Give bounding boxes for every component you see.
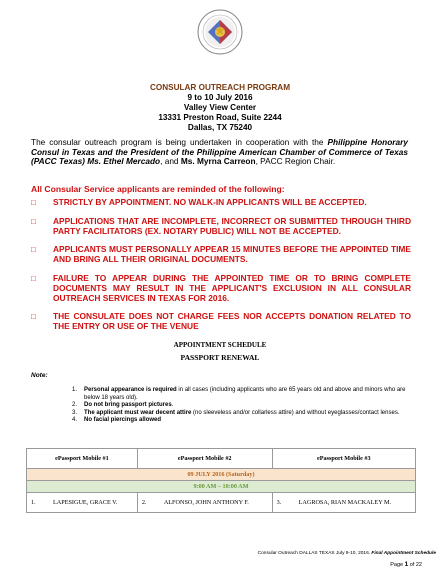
note-number: 2.	[72, 402, 78, 409]
program-address: 13331 Preston Road, Suite 2244	[158, 113, 282, 122]
consulate-seal-icon	[196, 8, 244, 56]
note-item	[72, 387, 412, 402]
rule-item	[31, 244, 411, 264]
page-of: of	[408, 562, 416, 568]
time-row	[27, 481, 416, 493]
footer-bold: Final Appointment Schedule	[371, 551, 436, 556]
appointment-cell	[272, 493, 415, 513]
note-bold: Personal appearance is required	[84, 387, 177, 393]
page-current: 1	[404, 561, 409, 568]
program-city: Dallas, TX 75240	[187, 123, 253, 132]
table-row	[27, 493, 416, 513]
intro-text-2: , and	[160, 156, 181, 167]
notes-list	[72, 387, 412, 425]
column-header: ePassport Mobile #2	[137, 449, 272, 469]
rule-text: THE CONSULATE DOES NOT CHARGE FEES NOR ACCEPTS DONATION RELATED TO THE ENTRY OR USE OF THE VENUE	[53, 311, 411, 331]
appointment-cell	[137, 493, 272, 513]
note-number: 4.	[72, 417, 78, 424]
program-header	[0, 83, 440, 133]
time-cell: 9:00 AM – 10:00 AM	[27, 481, 416, 493]
intro-paragraph	[31, 138, 408, 167]
note-bold: No facial piercings allowed	[84, 417, 162, 424]
checkbox-bullet-icon: □	[31, 217, 36, 226]
note-bold: Do not bring passport pictures	[84, 402, 172, 409]
page-total: 22	[415, 562, 422, 568]
page-number	[390, 561, 422, 568]
note-label: Note:	[31, 372, 48, 379]
program-dates: 9 to 10 July 2016	[187, 93, 253, 102]
intro-bold-2: Ms. Myrna Carreon	[180, 156, 256, 167]
slot-number: 2.	[141, 499, 147, 506]
note-rest: (no sleeveless and/or collarless attire) and without eyeglasses/contact lenses.	[191, 409, 400, 416]
date-cell: 09 JULY 2016 (Saturday)	[27, 469, 416, 481]
applicant-name: ALFONSO, JOHN ANTHONY F.	[163, 499, 249, 506]
rule-text: APPLICANTS MUST PERSONALLY APPEAR 15 MINUTES BEFORE THE APPOINTED TIME AND BRING ALL THEIR ORIGINAL DOCUMENTS.	[53, 244, 411, 264]
reminder-heading: All Consular Service applicants are reminded of the following:	[31, 184, 285, 194]
rule-item	[31, 311, 411, 331]
applicant-name: LAGROSA, RIAN MACKALEY M.	[298, 499, 392, 506]
slot-number: 3.	[276, 499, 282, 506]
checkbox-bullet-icon: □	[31, 274, 36, 283]
note-item	[72, 410, 412, 418]
column-header: ePassport Mobile #3	[272, 449, 415, 469]
rule-item	[31, 273, 411, 303]
note-rest: .	[171, 402, 174, 409]
column-header: ePassport Mobile #1	[27, 449, 138, 469]
page-label: Page	[390, 562, 405, 568]
note-number: 1.	[72, 387, 78, 393]
rule-item	[31, 216, 411, 236]
applicant-name: LAPESIGUE, GRACE V.	[53, 499, 118, 506]
rule-text: STRICTLY BY APPOINTMENT. NO WALK-IN APPLICANTS WILL BE ACCEPTED.	[53, 197, 367, 207]
note-item	[72, 402, 412, 410]
date-row	[27, 469, 416, 481]
slot-number: 1.	[31, 499, 36, 506]
checkbox-bullet-icon: □	[31, 312, 36, 321]
note-number: 3.	[72, 409, 78, 416]
checkbox-bullet-icon: □	[31, 245, 36, 254]
table-header-row	[27, 449, 416, 469]
appointment-cell	[27, 493, 138, 513]
schedule-title: APPOINTMENT SCHEDULE	[173, 341, 267, 349]
checkbox-bullet-icon: □	[31, 198, 36, 207]
footer-text: Consular Outreach DALLAS TEXAS July 9-10, 2016.	[257, 551, 372, 556]
rule-text: APPLICATIONS THAT ARE INCOMPLETE, INCORRECT OR SUBMITTED THROUGH THIRD PARTY FACILITATORS (EX. NOTARY PUBLIC) WILL NOT BE ACCEPTED.	[53, 216, 411, 236]
rule-text: FAILURE TO APPEAR DURING THE APPOINTED TIME OR TO BRING COMPLETE DOCUMENTS MAY RESULT IN THE APPLICANT'S EXCLUSION IN ALL CONSULAR OUTREACH SERVICES IN TEXAS FOR 2016.	[53, 273, 411, 303]
rule-item	[31, 197, 411, 207]
page-footer	[0, 551, 436, 556]
note-bold: The applicant must wear decent attire	[84, 409, 192, 416]
note-item	[72, 417, 412, 425]
appointment-table	[26, 448, 416, 513]
intro-bold-1: Philippine Honorary Consul in Texas and the President of the Philippine American Chamber of Commerce of Texas (PACC Texas) Ms. Ethel Mercado	[31, 137, 408, 167]
intro-text-1: The consular outreach program is being undertaken in cooperation with the	[31, 137, 328, 147]
program-venue: Valley View Center	[183, 103, 257, 112]
note-rest: in all cases (including applicants who are 65 years old and above and minors who are below 18 years old).	[84, 387, 406, 401]
program-title: CONSULAR OUTREACH PROGRAM	[149, 83, 291, 92]
schedule-subtitle: PASSPORT RENEWAL	[180, 353, 260, 362]
intro-text-3: , PACC Region Chair.	[255, 156, 336, 167]
